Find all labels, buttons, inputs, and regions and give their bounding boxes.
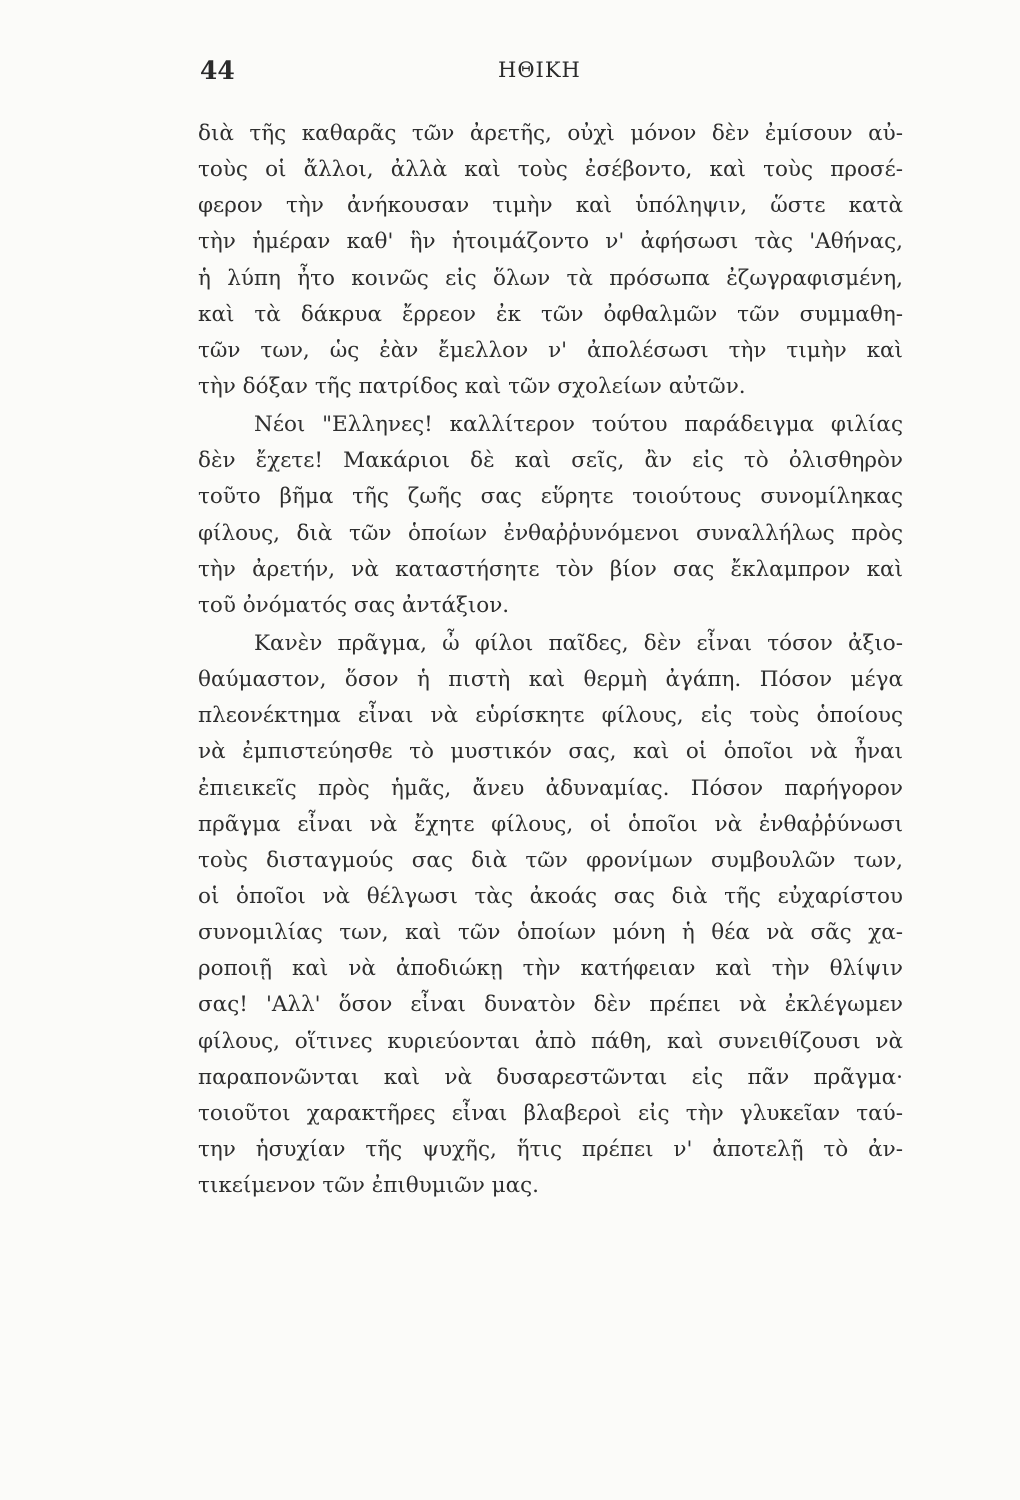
text-line: πρᾶγμα εἶναι νὰ ἔχητε φίλους, οἱ ὁποῖοι νὰ ἐνθαῤῥύνωσι: [198, 811, 903, 837]
text-line: Νέοι "Ελληνες! καλλίτερον τούτου παράδειγμα φιλίας: [254, 412, 903, 438]
text-line: τὴν δόξαν τῆς πατρίδος καὶ τῶν σχολείων αὐτῶν.: [198, 373, 746, 399]
text-line: την ἡσυχίαν τῆς ψυχῆς, ἥτις πρέπει ν' ἀποτελῇ τὸ ἀν-: [198, 1136, 903, 1162]
text-line: νὰ ἐμπιστεύησθε τὸ μυστικόν σας, καὶ οἱ ὁποῖοι νὰ ἦναι: [198, 739, 903, 765]
text-line: δὲν ἔχετε! Μακάριοι δὲ καὶ σεῖς, ἂν εἰς τὸ ὀλισθηρὸν: [198, 448, 903, 474]
body-text: [198, 116, 903, 1204]
text-line: Κανὲν πρᾶγμα, ὦ φίλοι παῖδες, δὲν εἶναι τόσον ἀξιο-: [254, 630, 903, 656]
text-line: διὰ τῆς καθαρᾶς τῶν ἀρετῆς, οὐχὶ μόνον δὲν ἐμίσουν αὐ-: [198, 121, 903, 146]
page-number: 44: [200, 56, 235, 85]
text-line: τοῦτο βῆμα τῆς ζωῆς σας εὕρητε τοιούτους συνομίληκας: [198, 484, 903, 510]
text-line: φίλους, οἵτινες κυριεύονται ἀπὸ πάθη, καὶ συνειθίζουσι νὰ: [198, 1028, 903, 1054]
text-line: συνομιλίας των, καὶ τῶν ὁποίων μόνη ἡ θέα νὰ σᾶς χα-: [198, 920, 903, 946]
paragraph: [198, 407, 903, 624]
text-line: τὴν ἀρετήν, νὰ καταστήσητε τὸν βίον σας ἔκλαμπρον καὶ: [198, 556, 903, 582]
text-line: τοῦ ὀνόματός σας ἀντάξιον.: [198, 592, 510, 618]
text-line: καὶ τὰ δάκρυα ἔρρεον ἐκ τῶν ὀφθαλμῶν τῶν συμμαθη-: [198, 301, 903, 327]
text-line: τικείμενον τῶν ἐπιθυμιῶν μας.: [198, 1173, 540, 1199]
running-title: ΗΘΙΚΗ: [498, 58, 581, 82]
text-line: πλεονέκτημα εἶναι νὰ εὑρίσκητε φίλους, εἰς τοὺς ὁποίους: [198, 703, 903, 729]
text-line: σας! 'Αλλ' ὅσον εἶναι δυνατὸν δὲν πρέπει νὰ ἐκλέγωμεν: [198, 992, 903, 1018]
text-line: ἡ λύπη ἦτο κοινῶς εἰς ὅλων τὰ πρόσωπα ἐζωγραφισμένη,: [198, 265, 903, 291]
paragraph: [198, 116, 903, 405]
text-line: παραπονῶνται καὶ νὰ δυσαρεστῶνται εἰς πᾶν πρᾶγμα·: [198, 1064, 903, 1090]
text-line: φίλους, διὰ τῶν ὁποίων ἐνθαῤῥυνόμενοι συναλλήλως πρὸς: [198, 520, 903, 546]
text-line: τοιοῦτοι χαρακτῆρες εἶναι βλαβεροὶ εἰς τὴν γλυκεῖαν ταύ-: [198, 1100, 903, 1126]
text-line: ἐπιεικεῖς πρὸς ἡμᾶς, ἄνευ ἀδυναμίας. Πόσον παρήγορον: [198, 775, 903, 801]
text-line: τοὺς οἱ ἄλλοι, ἀλλὰ καὶ τοὺς ἐσέβοντο, καὶ τοὺς προσέ-: [198, 157, 903, 183]
text-line: τῶν των, ὡς ἐὰν ἔμελλον ν' ἀπολέσωσι τὴν τιμὴν καὶ: [198, 337, 903, 363]
text-line: τοὺς δισταγμούς σας διὰ τῶν φρονίμων συμβουλῶν των,: [198, 847, 903, 873]
text-line: οἱ ὁποῖοι νὰ θέλγωσι τὰς ἀκοάς σας διὰ τῆς εὐχαρίστου: [198, 883, 903, 909]
page-header: [200, 56, 900, 96]
text-line: τὴν ἡμέραν καθ' ἣν ἡτοιμάζοντο ν' ἀφήσωσι τὰς 'Αθήνας,: [198, 229, 903, 255]
text-line: θαύμαστον, ὅσον ἡ πιστὴ καὶ θερμὴ ἀγάπη. Πόσον μέγα: [198, 667, 903, 693]
text-line: φερον τὴν ἀνήκουσαν τιμὴν καὶ ὑπόληψιν, ὥστε κατὰ: [198, 193, 903, 219]
paragraph: [198, 626, 903, 1204]
text-line: ροποιῇ καὶ νὰ ἀποδιώκῃ τὴν κατήφειαν καὶ τὴν θλίψιν: [198, 956, 903, 982]
